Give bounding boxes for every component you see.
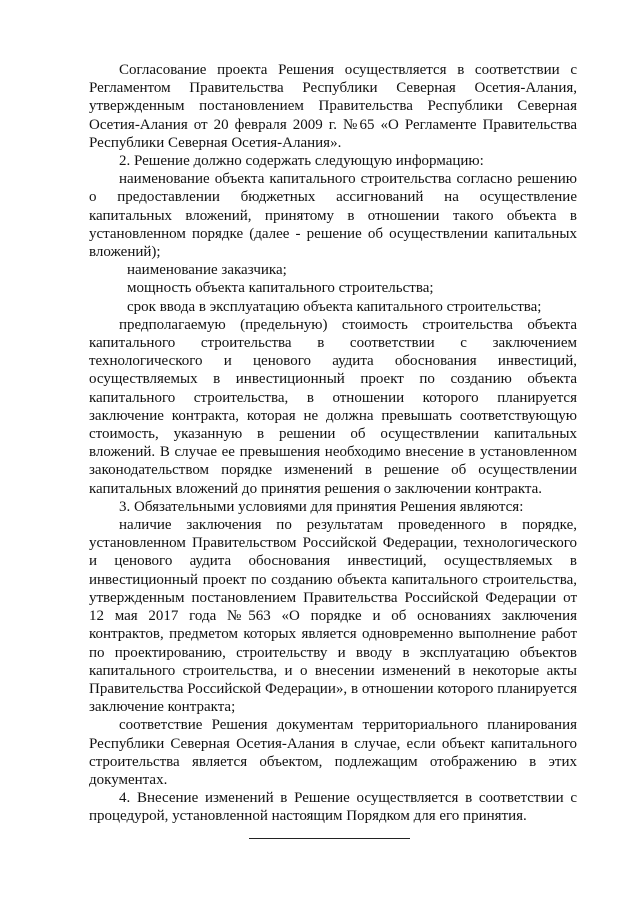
paragraph-section-2-heading: 2. Решение должно содержать следующую информацию:: [119, 153, 484, 170]
end-of-text-divider: [249, 838, 410, 839]
document-body: [89, 61, 577, 826]
paragraph-customer-name: наименование заказчика;: [127, 262, 287, 279]
paragraph-audit-conclusion: наличие заключения по результатам проведенного в порядке, установленном Правительством Российской Федерации, технологического и ценового аудита обоснования инвестиций, осуществляемых в инвестиционный проект по созданию объекта капитального строительства, утвержденным постановлением Правительства Российской Федерации от 12 мая 2017 года №563 «О порядке и об основаниях заключения контрактов, предметом которых является одновременно выполнение работ по проектированию, строительству и вводу в эксплуатацию объектов капитального строительства, и о внесении изменений в некоторые акты Правительства Российской Федерации», в отношении которого планируется заключение контракта;: [89, 517, 577, 716]
paragraph-object-capacity: мощность объекта капитального строительства;: [127, 280, 434, 297]
paragraph-commissioning-date: срок ввода в эксплуатацию объекта капитального строительства;: [127, 298, 542, 315]
paragraph-section-3-heading: 3. Обязательными условиями для принятия Решения являются:: [119, 498, 524, 515]
paragraph-section-4-amendments: 4. Внесение изменений в Решение осуществляется в соответствии с процедурой, установленной настоящим Порядком для его принятия.: [89, 790, 577, 825]
paragraph-approval: Согласование проекта Решения осуществляется в соответствии с Регламентом Правительства Республики Северная Осетия-Алания, утвержденным постановлением Правительства Республики Северная Осетия-Алания от 20 февраля 2009 г. №65 «О Регламенте Правительства Республики Северная Осетия-Алания».: [89, 62, 577, 151]
paragraph-territorial-planning: соответствие Решения документам территориального планирования Республики Северная Осетия-Алания в случае, если объект капитального строительства является объектом, подлежащим отображению в этих документах.: [89, 717, 577, 788]
paragraph-object-name: наименование объекта капитального строительства согласно решению о предоставлении бюджетных ассигнований на осуществление капитальных вложений, принятому в отношении такого объекта в установленном порядке (далее - решение об осуществлении капитальных вложений);: [89, 171, 577, 261]
paragraph-estimated-cost: предполагаемую (предельную) стоимость строительства объекта капитального строительства в соответствии с заключением технологического и ценового аудита обоснования инвестиций, осуществляемых в инвестиционный проект по созданию объекта капитального строительства, в отношении которого планируется заключение контракта, которая не должна превышать соответствующую стоимость, указанную в решении об осуществлении капитальных вложений. В случае ее превышения необходимо внесение в установленном законодательством порядке изменений в решение об осуществлении капитальных вложений до принятия решения о заключении контракта.: [89, 316, 577, 497]
